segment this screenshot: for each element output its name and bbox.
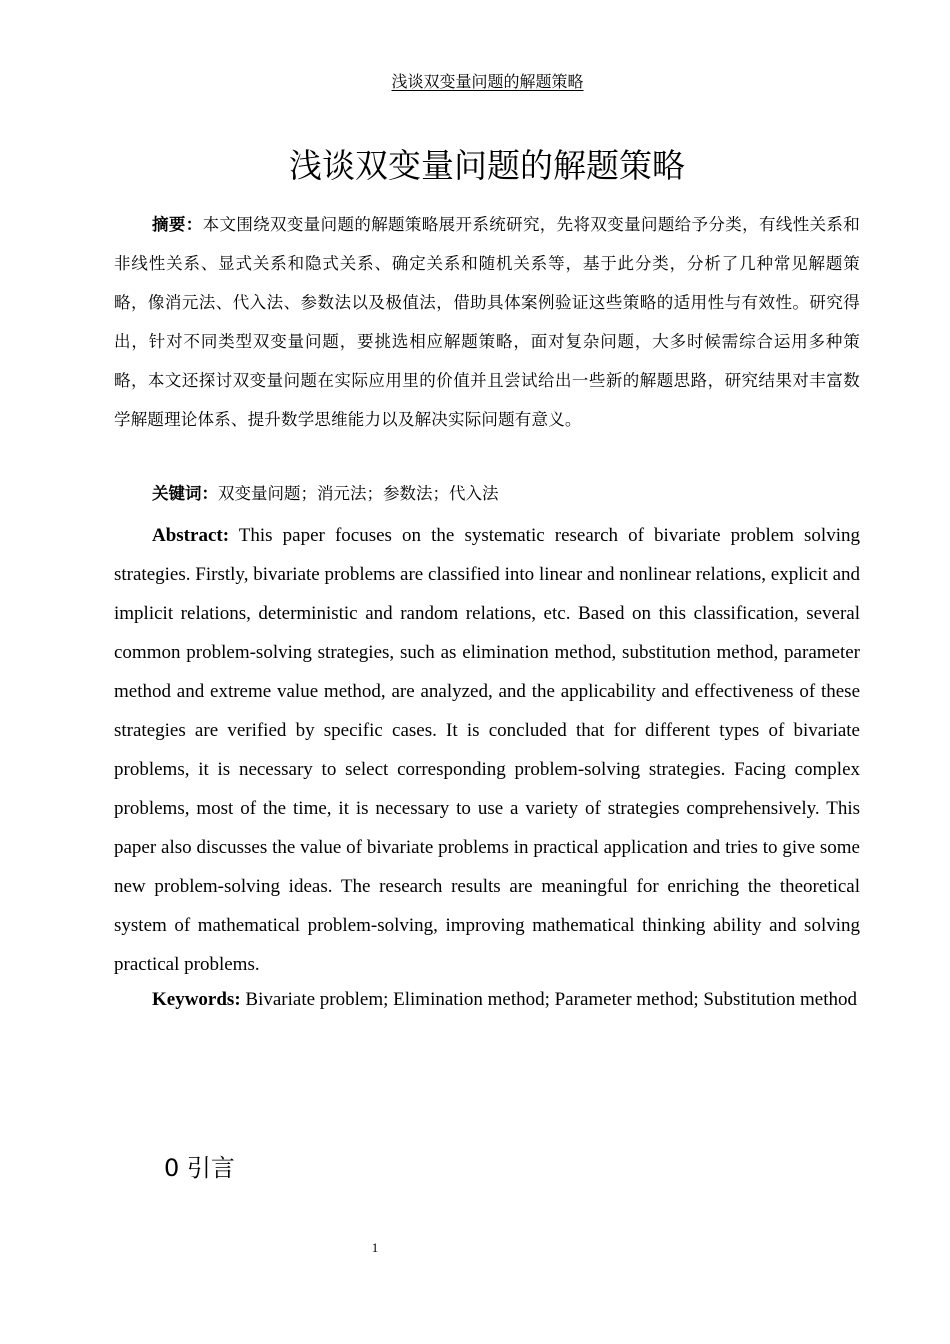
keywords-english-text: Bivariate problem; Elimination method; Parameter method; Substitution method [245, 989, 857, 1010]
abstract-chinese-label: 摘要： [152, 215, 203, 234]
keywords-chinese [114, 478, 860, 510]
abstract-english-text: This paper focuses on the systematic research of bivariate problem solving strategies. Firstly, bivariate problems are classified into linear and nonlinear relations, explicit and implicit relations, deterministic and random relations, etc. Based on this classification, several common problem-solving strategies, such as elimination method, substitution method, parameter method and extreme value method, are analyzed, and the applicability and effectiveness of these strategies are verified by specific cases. It is concluded that for different types of bivariate problems, it is necessary to select corresponding problem-solving strategies. Facing complex problems, most of the time, it is necessary to use a variety of strategies comprehensively. This paper also discusses the value of bivariate problems in practical application and tries to give some new problem-solving ideas. The research results are meaningful for enriching the theoretical system of mathematical problem-solving, improving mathematical thinking ability and solving practical problems. [114, 525, 860, 975]
section-heading-introduction: 0 引言 [164, 1154, 235, 1182]
abstract-english [114, 516, 860, 984]
keywords-english [114, 984, 860, 1016]
abstract-english-label: Abstract: [152, 525, 230, 546]
keywords-chinese-text: 双变量问题；消元法；参数法；代入法 [218, 484, 499, 503]
abstract-chinese [114, 205, 860, 439]
page-number: 1 [371, 1240, 379, 1255]
abstract-chinese-text: 本文围绕双变量问题的解题策略展开系统研究，先将双变量问题给予分类，有线性关系和非线性关系、显式关系和隐式关系、确定关系和随机关系等，基于此分类，分析了几种常见解题策略，像消元法、代入法、参数法以及极值法，借助具体案例验证这些策略的适用性与有效性。研究得出，针对不同类型双变量问题，要挑选相应解题策略，面对复杂问题，大多时候需综合运用多种策略，本文还探讨双变量问题在实际应用里的价值并且尝试给出一些新的解题思路，研究结果对丰富数学解题理论体系、提升数学思维能力以及解决实际问题有意义。 [114, 215, 860, 429]
keywords-english-label: Keywords: [152, 989, 241, 1010]
keywords-chinese-label: 关键词： [152, 484, 218, 503]
paper-title: 浅谈双变量问题的解题策略 [289, 146, 685, 185]
running-header: 浅谈双变量问题的解题策略 [391, 72, 584, 91]
